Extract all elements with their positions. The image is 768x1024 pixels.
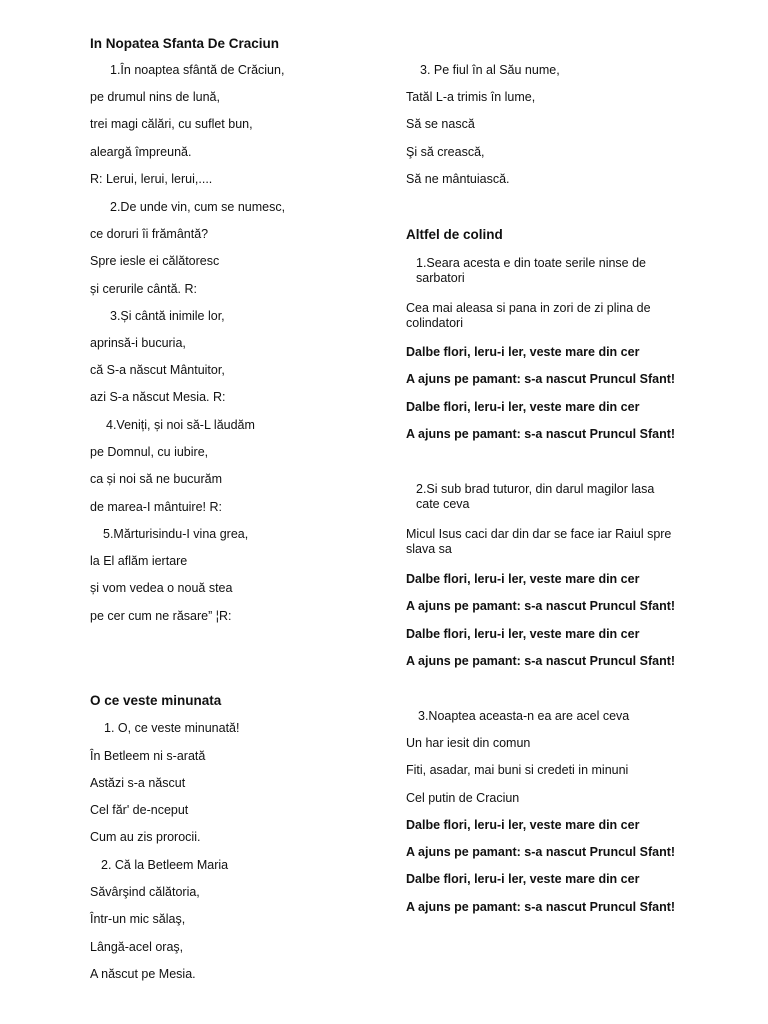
refrain-line: Dalbe flori, leru-i ler, veste mare din cer: [406, 345, 640, 359]
verse-line: trei magi călări, cu suflet bun,: [90, 117, 253, 131]
verse-line: 1. O, ce veste minunată!: [104, 721, 240, 735]
verse-line: În Betleem ni s-arată: [90, 749, 206, 763]
verse-line: la El aflăm iertare: [90, 554, 188, 568]
verse-line: Lângă-acel oraş,: [90, 940, 184, 954]
refrain-line: A ajuns pe pamant: s-a nascut Pruncul Sfant!: [406, 372, 676, 386]
verse-line: A născut pe Mesia.: [90, 967, 196, 981]
verse-line: 1.Seara acesta e din toate serile ninse de sarbatori: [416, 256, 647, 285]
verse-line: 3. Pe fiul în al Său nume,: [420, 63, 560, 77]
verse-line: 1.În noaptea sfântă de Crăciun,: [110, 63, 285, 77]
verse-line: Să ne mântuiască.: [406, 172, 510, 186]
refrain-line: A ajuns pe pamant: s-a nascut Pruncul Sfant!: [406, 599, 676, 613]
verse-line: Să se nască: [406, 117, 475, 131]
verse-line: și vom vedea o nouă stea: [90, 581, 233, 595]
verse-line: aleargă împreună.: [90, 145, 192, 159]
song-title: Altfel de colind: [406, 227, 503, 242]
verse-line: Micul Isus caci dar din dar se face iar Raiul spre slava sa: [406, 527, 672, 556]
verse-line: Spre iesle ei călătoresc: [90, 254, 220, 268]
verse-line: Un har iesit din comun: [406, 736, 531, 750]
verse-line: R: Lerui, lerui, lerui,....: [90, 172, 213, 186]
verse-line: Cel putin de Craciun: [406, 791, 520, 805]
refrain-line: Dalbe flori, leru-i ler, veste mare din cer: [406, 400, 640, 414]
verse-line: Într-un mic sălaş,: [90, 912, 186, 926]
verse-line: 5.Mărturisindu-I vina grea,: [103, 527, 249, 541]
verse-line: Cel făr' de-nceput: [90, 803, 189, 817]
verse-line: Astăzi s-a născut: [90, 776, 186, 790]
song-title: O ce veste minunata: [90, 693, 222, 708]
verse-line: și cerurile cântă. R:: [90, 282, 197, 296]
refrain-line: Dalbe flori, leru-i ler, veste mare din cer: [406, 627, 640, 641]
verse-line: 3.Și cântă inimile lor,: [110, 309, 225, 323]
verse-line: Cea mai aleasa si pana in zori de zi plina de colindatori: [406, 301, 651, 330]
refrain-line: A ajuns pe pamant: s-a nascut Pruncul Sfant!: [406, 427, 676, 441]
verse-line: pe drumul nins de lună,: [90, 90, 220, 104]
verse-line: 3.Noaptea aceasta-n ea are acel ceva: [418, 709, 630, 723]
verse-line: Săvârşind călătoria,: [90, 885, 200, 899]
refrain-line: A ajuns pe pamant: s-a nascut Pruncul Sfant!: [406, 845, 676, 859]
verse-line: aprinsă-i bucuria,: [90, 336, 186, 350]
verse-line: 2.De unde vin, cum se numesc,: [110, 200, 286, 214]
refrain-line: Dalbe flori, leru-i ler, veste mare din cer: [406, 572, 640, 586]
verse-line: Fiti, asadar, mai buni si credeti in minuni: [406, 763, 629, 777]
refrain-line: Dalbe flori, leru-i ler, veste mare din cer: [406, 818, 640, 832]
refrain-line: Dalbe flori, leru-i ler, veste mare din cer: [406, 872, 640, 886]
refrain-line: A ajuns pe pamant: s-a nascut Pruncul Sfant!: [406, 654, 676, 668]
verse-line: ce doruri îi frământă?: [90, 227, 209, 241]
verse-line: 4.Veniți, și noi să-L lăudăm: [106, 418, 255, 432]
verse-line: Tatăl L-a trimis în lume,: [406, 90, 536, 104]
verse-line: de marea-I mântuire! R:: [90, 500, 222, 514]
verse-line: ca și noi să ne bucurăm: [90, 472, 223, 486]
verse-line: pe cer cum ne răsare” ¦R:: [90, 609, 232, 623]
song-title: In Nopatea Sfanta De Craciun: [90, 36, 280, 51]
refrain-line: A ajuns pe pamant: s-a nascut Pruncul Sfant!: [406, 900, 676, 914]
verse-line: 2.Si sub brad tuturor, din darul magilor lasa cate ceva: [416, 482, 655, 511]
verse-line: 2. Că la Betleem Maria: [101, 858, 229, 872]
verse-line: azi S-a născut Mesia. R:: [90, 390, 226, 404]
verse-line: pe Domnul, cu iubire,: [90, 445, 209, 459]
verse-line: Şi să crească,: [406, 145, 485, 159]
verse-line: Cum au zis prorocii.: [90, 830, 201, 844]
verse-line: că S-a născut Mântuitor,: [90, 363, 225, 377]
